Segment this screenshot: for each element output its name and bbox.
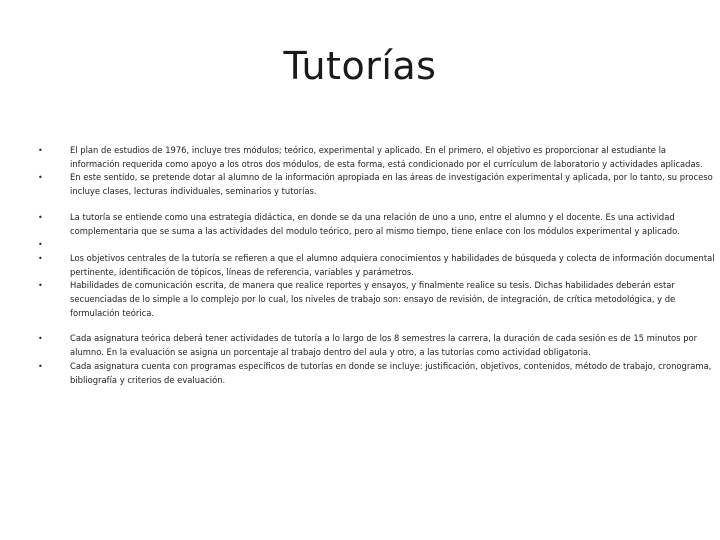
bullet-text: El plan de estudios de 1976, incluye tres módulos; teórico, experimental y aplicado. En el primero, el objetivo es proporcionar al estudiante la información requerida como apoyo a los otros dos módulos, de esta forma, está condicionado por el currículum de laboratorio y actividades aplicadas. bbox=[70, 145, 703, 169]
bullet-text: Cada asignatura cuenta con programas específicos de tutorías en donde se incluye: justificación, objetivos, contenidos, método de trabajo, cronograma, bibliografía y criterios de evaluación. bbox=[70, 360, 712, 385]
bullet-list bbox=[38, 144, 718, 387]
bullet-text: La tutoría se entiende como una estrategia didáctica, en donde se da una relación de uno a uno, entre el alumno y el docente. Es una actividad complementaria que se suma a las actividades del modulo teórico, pero al mismo tiempo, tiene enlace con los módulos experimental y aplicado. bbox=[70, 211, 680, 236]
bullet-item-2 bbox=[38, 171, 718, 198]
bullet-item-1 bbox=[38, 144, 718, 171]
slide-title: Tutorías bbox=[283, 44, 437, 88]
bullet-icon: • bbox=[38, 334, 43, 344]
bullet-icon: • bbox=[38, 173, 43, 183]
bullet-item-4 bbox=[38, 238, 718, 252]
bullet-text: Habilidades de comunicación escrita, de manera que realice reportes y ensayos, y finalmente realice su tesis. Dichas habilidades deberán estar secuenciadas de lo simple a lo complejo por lo cual, los niveles de trabajo son: ensayo de revisión, de integración, de crítica metodológica, y de formulación teórica. bbox=[70, 280, 676, 318]
bullet-icon: • bbox=[38, 253, 43, 263]
bullet-item-7 bbox=[38, 332, 718, 359]
bullet-icon: • bbox=[38, 281, 43, 291]
bullet-text: Cada asignatura teórica deberá tener actividades de tutoría a lo largo de los 8 semestres la carrera, la duración de cada sesión es de 15 minutos por alumno. En la evaluación se asigna un porcentaje al trabajo dentro del aula y otro, a las tutorías como actividad obligatoria. bbox=[70, 333, 698, 358]
bullet-item-8 bbox=[38, 360, 718, 387]
bullet-item-6 bbox=[38, 279, 718, 320]
bullet-icon: • bbox=[38, 361, 43, 371]
bullet-text: En este sentido, se pretende dotar al alumno de la información apropiada en las áreas de investigación experimental y aplicada, por lo tanto, su proceso incluye clases, lecturas individuales, seminarios y tutorías. bbox=[70, 172, 713, 197]
bullet-icon: • bbox=[38, 240, 43, 250]
bullet-item-5 bbox=[38, 252, 718, 279]
bullet-text: Los objetivos centrales de la tutoría se refieren a que el alumno adquiera conocimientos y habilidades de búsqueda y colecta de información documental pertinente, identificación de tópicos, líneas de referencia, variables y parámetros. bbox=[70, 252, 715, 277]
bullet-icon: • bbox=[38, 212, 43, 222]
bullet-item-3 bbox=[38, 211, 718, 238]
bullet-icon: • bbox=[38, 146, 43, 155]
